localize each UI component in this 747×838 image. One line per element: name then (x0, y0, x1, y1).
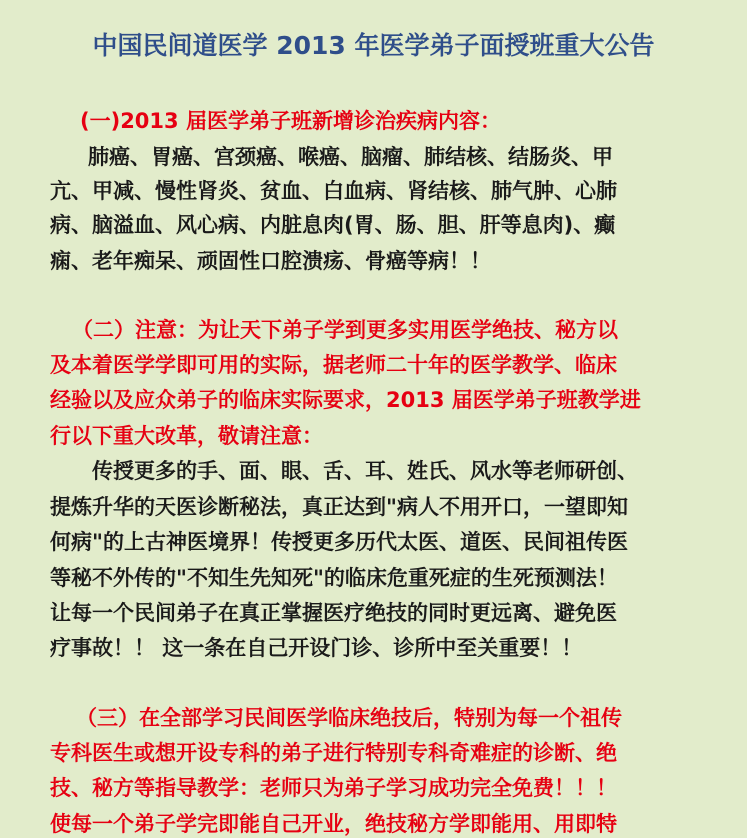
section1-line: 亢、甲减、慢性肾炎、贫血、白血病、肾结核、肺气肿、心肺 (50, 179, 617, 203)
section3-line: （三）在全部学习民间医学临床绝技后，特别为每一个祖传 (76, 706, 622, 730)
section2-heading-line: 行以下重大改革，敬请注意： (50, 424, 323, 448)
section3-line: 专科医生或想开设专科的弟子进行特别专科奇难症的诊断、绝 (50, 741, 617, 765)
section1-line: 病、脑溢血、风心病、内脏息肉(胃、肠、胆、肝等息肉)、癫 (50, 213, 616, 237)
section2-heading-line: （二）注意：为让天下弟子学到更多实用医学绝技、秘方以 (72, 318, 618, 342)
page-title: 中国民间道医学 2013 年医学弟子面授班重大公告 (92, 31, 655, 60)
section2-body-line: 传授更多的手、面、眼、舌、耳、姓氏、风水等老师研创、 (92, 459, 638, 483)
section2-body-line: 等秘不外传的"不知生先知死"的临床危重死症的生死预测法！ (50, 566, 618, 590)
section3-line: 技、秘方等指导教学：老师只为弟子学习成功完全免费！！！ (50, 776, 617, 800)
section1-line: 肺癌、胃癌、宫颈癌、喉癌、脑瘤、肺结核、结肠炎、甲 (88, 145, 613, 169)
section2-heading-line: 经验以及应众弟子的临床实际要求，2013 届医学弟子班教学进 (50, 388, 641, 412)
section2-body-line: 疗事故！！ 这一条在自己开设门诊、诊所中至关重要！！ (50, 636, 583, 660)
section2-heading-line: 及本着医学学即可用的实际，据老师二十年的医学教学、临床 (50, 353, 617, 377)
section2-body-line: 何病"的上古神医境界！传授更多历代太医、道医、民间祖传医 (50, 530, 628, 554)
section2-body-line: 提炼升华的天医诊断秘法，真正达到"病人不用开口，一望即知 (50, 495, 628, 519)
section3-line: 使每一个弟子学完即能自己开业，绝技秘方学即能用、用即特 (50, 812, 617, 836)
section1-heading: (一)2013 届医学弟子班新增诊治疾病内容： (80, 109, 501, 133)
section2-body-line: 让每一个民间弟子在真正掌握医疗绝技的同时更远离、避免医 (50, 601, 617, 625)
section1-line: 痫、老年痴呆、顽固性口腔溃疡、骨癌等病！！ (50, 249, 491, 273)
